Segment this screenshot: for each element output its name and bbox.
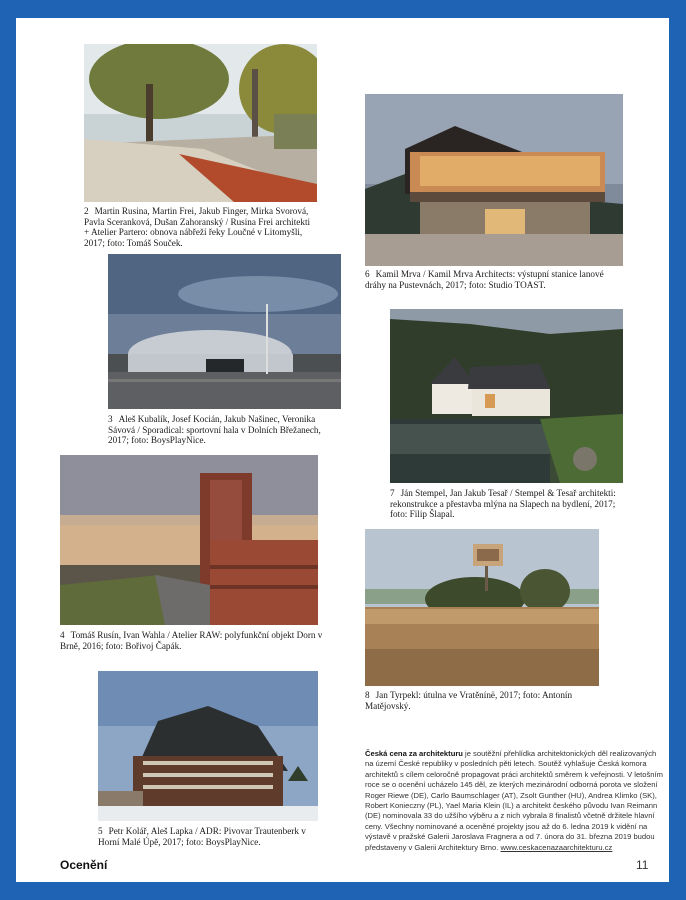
photo-riverside-promenade	[84, 44, 317, 202]
caption-text: Jan Tyrpekl: útulna ve Vratěnínë, 2017; foto: Antonín Matějovský.	[365, 690, 573, 711]
caption-text: Ján Stempel, Jan Jakub Tesař / Stempel & Tesař architekti: rekonstrukce a přestavba mlýna na Slapech na bydlení, 2017; foto: Filip Šlapal.	[390, 488, 616, 520]
caption-number: 3	[108, 414, 113, 424]
award-body: je soutěžní přehlídka architektonických děl realizovaných na území České republiky v posledních pěti letech. Soutěž vyhlašuje Česká komora architektů s cílem celoročně propagovat práci architektů směrem k veřejnosti. V letošním roce se o ocenění ucházelo 145 děl, ze kterých mezinárodní odborná porota ve složení Roger Riewe (DE), Carlo Baumschlager (AT), Zsolt Gunther (HU), Andrea Klimko (SK), Robert Konieczny (PL), Yael Maria Klein (IL) a architekt českého původu Ivan Reimann (DE) nominovala 33 do užšího výběru a z nich vybrala 8 finalistů včetně držitele hlavní ceny. Všechny nominované a oceněné projekty jsou až do 6. ledna 2019 k vidění na výstavě v pražské Galerii Jaroslava Fragnera a od 7. února do 31. března 2019 budou představeny v Galerii Architektury Brno.	[365, 749, 663, 852]
photo-mill-house	[390, 309, 623, 483]
caption-5	[98, 826, 328, 847]
photo-sports-hall	[108, 254, 341, 409]
magazine-page	[16, 18, 669, 882]
caption-2	[84, 206, 316, 248]
caption-number: 5	[98, 826, 103, 836]
caption-8	[365, 690, 605, 711]
photo-cable-car-station	[365, 94, 623, 266]
page-number: 11	[636, 858, 649, 872]
caption-7	[390, 488, 630, 520]
photo-hiking-shelter	[365, 529, 599, 686]
caption-number: 7	[390, 488, 395, 498]
caption-text: Petr Kolář, Aleš Lapka / ADR: Pivovar Trautenberk v Horní Malé Úpě, 2017; foto: BoysPlayNice.	[98, 826, 306, 847]
award-description	[365, 749, 665, 853]
caption-number: 2	[84, 206, 89, 216]
award-name: Česká cena za architekturu	[365, 749, 463, 758]
caption-text: Kamil Mrva / Kamil Mrva Architects: výstupní stanice lanové dráhy na Pustevnách, 2017; foto: Studio TOAST.	[365, 269, 604, 290]
caption-number: 8	[365, 690, 370, 700]
caption-number: 4	[60, 630, 65, 640]
photo-dorn-building	[60, 455, 318, 625]
caption-4	[60, 630, 325, 651]
caption-6	[365, 269, 623, 290]
caption-3	[108, 414, 340, 446]
photo-brewery	[98, 671, 318, 821]
caption-text: Aleš Kubalík, Josef Kocián, Jakub Našinec, Veronika Sávová / Sporadical: sportovní hala v Dolních Břežanech, 2017; foto: BoysPlayNice.	[108, 414, 321, 446]
caption-text: Tomáš Rusín, Ivan Wahla / Atelier RAW: polyfunkční objekt Dorn v Brně, 2016; foto: Bořivoj Čapák.	[60, 630, 323, 651]
award-website-link[interactable]: www.ceskacenazaarchitekturu.cz	[500, 842, 613, 852]
caption-text: Martin Rusina, Martin Frei, Jakub Finger, Mirka Svorová, Pavla Sceranková, Dušan Zahoranský / Rusina Frei architekti + Atelier Partero: obnova nábřeží řeky Loučné v Litomyšli, 2017; foto: Tomáš Souček.	[84, 206, 311, 248]
caption-number: 6	[365, 269, 370, 279]
section-label: Ocenění	[60, 858, 108, 872]
